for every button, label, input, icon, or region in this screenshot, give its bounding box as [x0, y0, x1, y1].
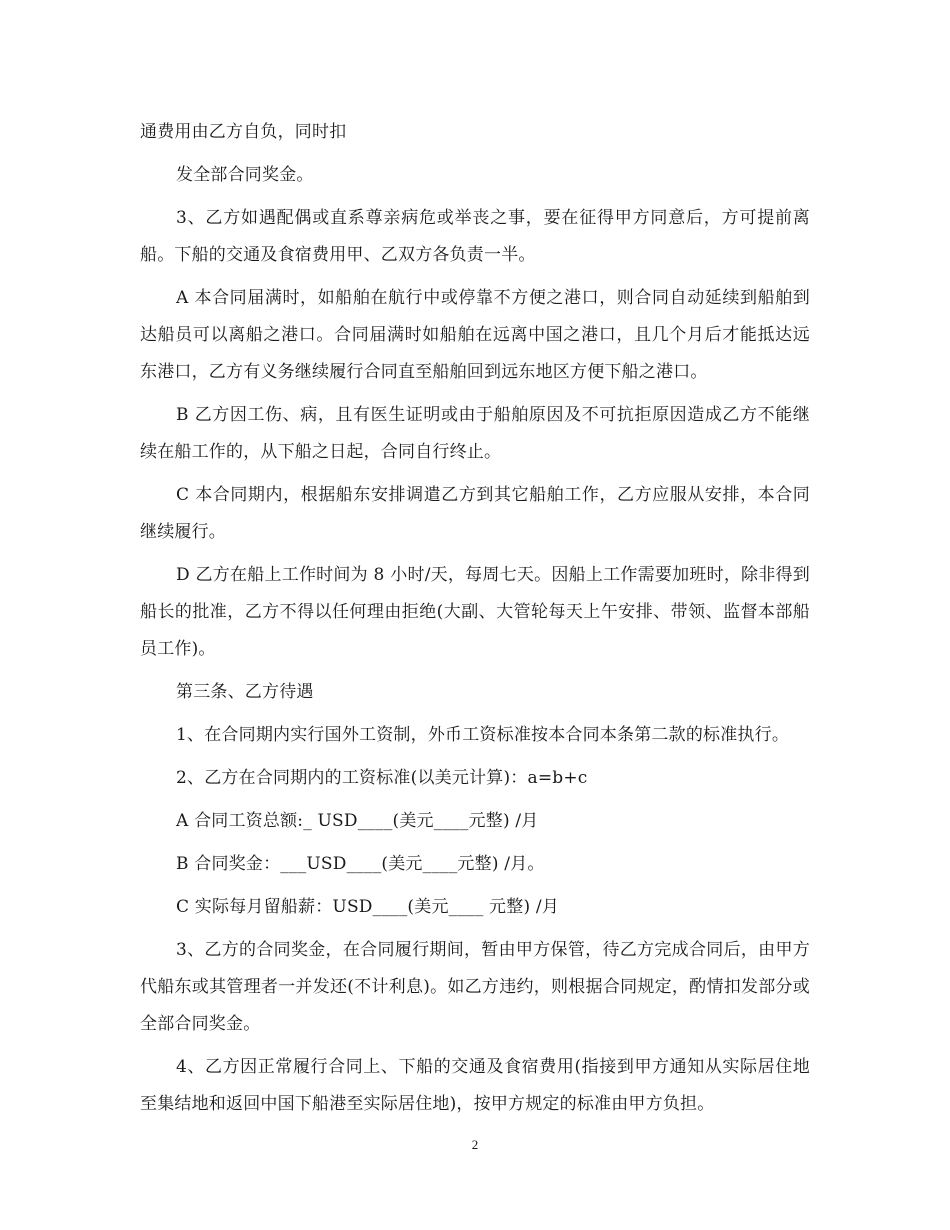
- page-number: 2: [471, 1137, 479, 1152]
- paragraph-5: C 本合同期内，根据船东安排调遣乙方到其它船舶工作，乙方应服从安排，本合同继续履行。: [140, 485, 810, 542]
- paragraph-14: 4、乙方因正常履行合同上、下船的交通及食宿费用(指接到甲方通知从实际居住地至集结地和返回中国下船港至实际居住地)，按甲方规定的标准由甲方负担。: [140, 1057, 810, 1114]
- paragraph-3: A 本合同届满时，如船舶在航行中或停靠不方便之港口，则合同自动延续到船舶到达船员可以离船之港口。合同届满时如船舶在远离中国之港口，且几个月后才能抵达远东港口，乙方有义务继续履行合同直至船舶回到远东地区方便下船之港口。: [140, 288, 810, 382]
- paragraph-12: C 实际每月留船薪：USD____(美元____ 元整) /月: [176, 897, 560, 917]
- paragraph-6: D 乙方在船上工作时间为 8 小时/天，每周七天。因船上工作需要加班时，除非得到船长的批准，乙方不得以任何理由拒绝(大副、大管轮每天上午安排、带领、监督本部船员工作)。: [140, 565, 810, 659]
- paragraph-11: B 合同奖金：___USD____(美元____元整) /月。: [176, 854, 545, 874]
- paragraph-2: 3、乙方如遇配偶或直系尊亲病危或举丧之事，要在征得甲方同意后，方可提前离船。下船的交通及食宿费用甲、乙双方各负责一半。: [140, 208, 810, 265]
- paragraph-13: 3、乙方的合同奖金，在合同履行期间，暂由甲方保管，待乙方完成合同后，由甲方代船东或其管理者一并发还(不计利息)。如乙方违约，则根据合同规定，酌情扣发部分或全部合同奖金。: [140, 940, 810, 1034]
- paragraph-10: A 合同工资总额:_ USD____(美元____元整) /月: [176, 811, 539, 831]
- document-body: [140, 114, 810, 1129]
- section-heading: 第三条、乙方待遇: [176, 682, 314, 702]
- paragraph-8: 1、在合同期内实行国外工资制，外币工资标准按本合同本条第二款的标准执行。: [176, 725, 790, 745]
- paragraph-1: 发全部合同奖金。: [176, 165, 314, 185]
- paragraph-4: B 乙方因工伤、病，且有医生证明或由于船舶原因及不可抗拒原因造成乙方不能继续在船工作的，从下船之日起，合同自行终止。: [140, 405, 810, 462]
- paragraph-0: 通费用由乙方自负，同时扣: [140, 122, 347, 142]
- paragraph-9: 2、乙方在合同期内的工资标准(以美元计算)：a=b+c: [176, 768, 588, 788]
